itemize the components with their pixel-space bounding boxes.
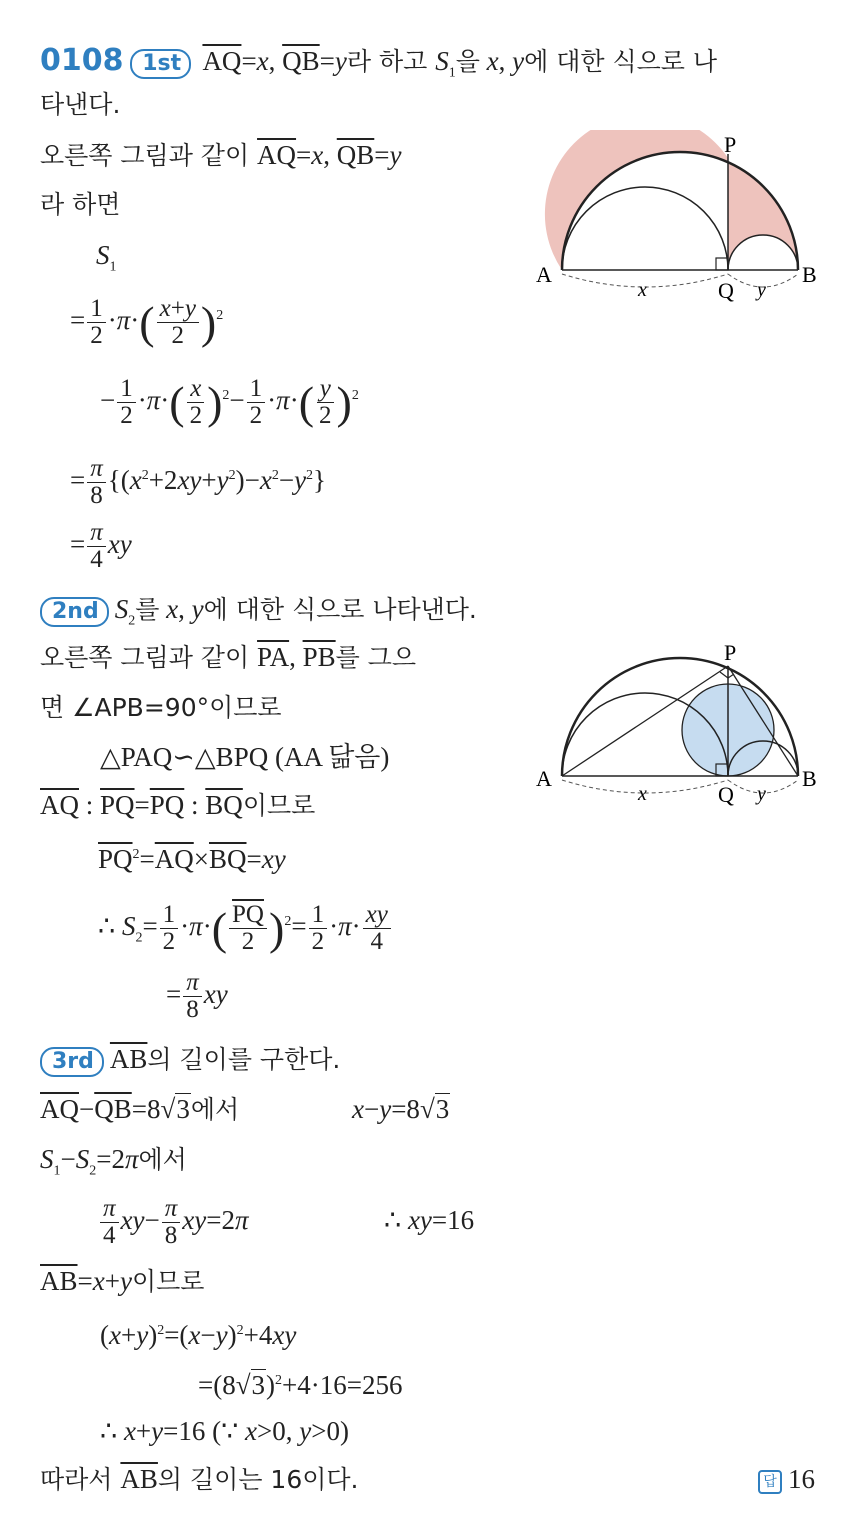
step2-s2-eq: ∴ $S_2=$ $\frac{1}{2}$ ·π·( $\frac{\overline{PQ}}{2}$ )$^2$= $\frac{1}{2}$ ·π· $\frac{xy}{4}$ bbox=[98, 890, 393, 954]
step1-title-end: 에 대한 식으로 나 bbox=[524, 47, 718, 76]
step2-desc-line1: 오른쪽 그림과 같이 $\overline{PA}$, $\overline{PB}$를 그으 bbox=[40, 642, 417, 672]
fig2-label-A: A bbox=[536, 766, 552, 791]
fig1-label-P: P bbox=[724, 132, 737, 157]
eq-s1-line3: = $\frac{\pi}{8}$ $\{(x^2+2xy+y^2)-x^2-y^2\}$ bbox=[70, 455, 327, 510]
step2-ratio: $\overline{AQ}$ : $\overline{PQ}=\overline{PQ}$ : $\overline{BQ}$이므로 bbox=[40, 790, 316, 820]
step1-badge: 1st bbox=[130, 49, 191, 79]
fig2-label-P: P bbox=[724, 640, 737, 665]
fig2-label-B: B bbox=[802, 766, 817, 791]
fig2-label-y: y bbox=[757, 783, 766, 805]
step3-line4: $\overline{AB}=x+y$이므로 bbox=[40, 1266, 205, 1296]
step3-title-line: 3rd $\overline{AB}$의 길이를 구한다. bbox=[40, 1042, 340, 1077]
fig1-label-B: B bbox=[802, 262, 817, 287]
answer-icon: 답 bbox=[758, 1470, 782, 1494]
figure2-semicircles bbox=[530, 636, 830, 816]
step3-line3: $\frac{\pi}{4}$ xy− $\frac{\pi}{8}$ xy=2π bbox=[98, 1190, 249, 1250]
step1-title-line: 0108 1st $\overline{AQ}=x$, $\overline{QB}=y$라 하고 $S_1$을 x, y에 대한 식으로 나 bbox=[40, 43, 718, 81]
step2-title-line: 2nd $S_2$를 x, y에 대한 식으로 나타낸다. bbox=[40, 592, 477, 638]
step3-line2: $S_1-S_2=2\pi$에서 bbox=[40, 1144, 187, 1179]
fig2-label-Q: Q bbox=[718, 782, 734, 807]
step3-line1: $\overline{AQ}-\overline{QB}=8√3$에서 bbox=[40, 1094, 240, 1124]
eq-s1-line2: − $\frac{1}{2}$ ·π·( $\frac{x}{2}$ )$^2$− $\frac{1}{2}$ ·π·( $\frac{y}{2}$ )$^2$ bbox=[100, 375, 359, 430]
step3-line1-rhs: x−y=8√3 bbox=[352, 1094, 450, 1124]
step3-line7: ∴ x+y=16 (∵ x>0, y>0) bbox=[100, 1416, 349, 1446]
step2-desc-line2: 면 ∠APB=90°이므로 bbox=[40, 693, 282, 722]
fig1-label-x: x bbox=[638, 279, 647, 301]
fig1-label-Q: Q bbox=[718, 278, 734, 303]
answer-value: 16 bbox=[788, 1464, 815, 1494]
step3-badge: 3rd bbox=[40, 1047, 104, 1077]
step2-pq-squared: $\overline{PQ}^2=\overline{AQ}\times\overline{BQ}=xy$ bbox=[98, 844, 286, 874]
eq-s1-label: $S_1$ bbox=[96, 240, 117, 275]
conclusion: 따라서 $\overline{AB}$의 길이는 16이다. bbox=[40, 1464, 359, 1494]
step2-similar: △PAQ∽△BPQ (AA 닮음) bbox=[100, 742, 390, 772]
step3-line3-rhs: ∴ xy=16 bbox=[384, 1205, 475, 1235]
step1-desc-line2: 라 하면 bbox=[40, 190, 121, 219]
fig1-label-y: y bbox=[757, 279, 766, 301]
step3-line5: $(x+y)^2=(x-y)^2+4xy$ bbox=[100, 1320, 297, 1350]
figure1-semicircles bbox=[530, 130, 830, 310]
step3-line6: $=(8√3)^2+4\cdot 16=256$ bbox=[198, 1370, 403, 1400]
answer bbox=[758, 1462, 815, 1496]
eq-s1-line1: = $\frac{1}{2}$ ·π·( $\frac{x+y}{2}$ )$^2$ bbox=[70, 295, 224, 350]
step1-desc-line1: 오른쪽 그림과 같이 $\overline{AQ}=x$, $\overline{QB}=y$ bbox=[40, 140, 402, 170]
problem-number: 0108 bbox=[40, 43, 124, 78]
fig2-label-x: x bbox=[638, 783, 647, 805]
step1-title-mid: 라 하고 bbox=[346, 47, 436, 76]
eq-s1-line4: = $\frac{\pi}{4}$ xy bbox=[70, 519, 132, 574]
fig1-label-A: A bbox=[536, 262, 552, 287]
step2-badge: 2nd bbox=[40, 597, 109, 627]
figure1-shaded-region bbox=[545, 130, 798, 270]
step2-s2-result: = $\frac{\pi}{8}$ xy bbox=[166, 969, 228, 1024]
step1-title-line2: 타낸다. bbox=[40, 90, 121, 119]
